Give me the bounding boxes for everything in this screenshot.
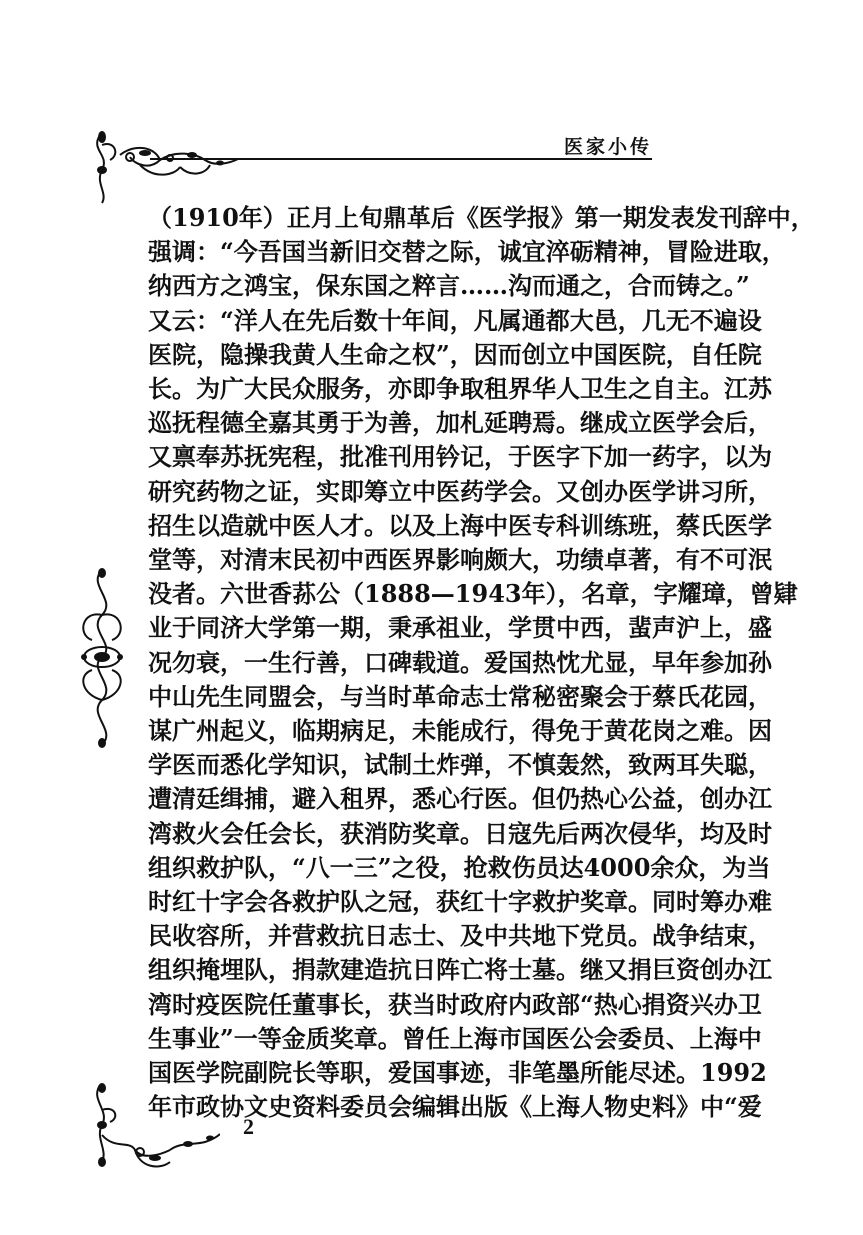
text-line: 湾时疫医院任董事长，获当时政府内政部“热心捐资兴办卫 (148, 989, 762, 1019)
text-line: 中山先生同盟会，与当时革命志士常秘密聚会于蔡氏花园， (148, 681, 772, 711)
text-line: 国医学院副院长等职，爱国事迹，非笔墨所能尽述。1992 (148, 1058, 767, 1088)
text-line: 又禀奉苏抚宪程，批准刊用钤记，于医字下加一药字，以为 (148, 442, 772, 472)
text-line: 强调：“今吾国当新旧交替之际，诚宜淬砺精神，冒险进取， (148, 237, 786, 267)
text-line: 湾救火会任会长，获消防奖章。日寇先后两次侵华，均及时 (148, 818, 772, 848)
text-line: 年市政协文史资料委员会编辑出版《上海人物史料》中“爱 (148, 1092, 762, 1122)
left-side-floral-ornament (72, 565, 132, 750)
text-line: 又云：“洋人在先后数十年间，凡属通都大邑，几无不遍设 (148, 305, 762, 335)
body-text (148, 201, 815, 1124)
text-line: 生事业”一等金质奖章。曾任上海市国医公会委员、上海中 (148, 1023, 762, 1053)
text-line: 谋广州起义，临期病足，未能成行，得免于黄花岗之难。因 (148, 716, 772, 746)
page-number: 2 (243, 1114, 254, 1139)
running-title: 医家小传 (564, 136, 653, 158)
text-line: 没者。六世香荪公（1888—1943年），名章，字耀璋，曾肄 (148, 579, 798, 609)
text-line: 长。为广大民众服务，亦即争取租界华人卫生之自主。江苏 (148, 374, 772, 404)
header-rule (150, 158, 652, 160)
text-line: 民收容所，并营救抗日志士、及中共地下党员。战争结束， (148, 921, 772, 951)
text-line: 业于同济大学第一期，秉承祖业，学贯中西，蜚声沪上，盛 (148, 613, 772, 643)
text-line: 堂等，对清末民初中西医界影响颇大，功绩卓著，有不可泯 (148, 545, 772, 575)
text-line: 纳西方之鸿宝，保东国之粹言……沟而通之，合而铸之。” (148, 271, 750, 301)
text-line: 研究药物之证，实即筹立中医药学会。又创办医学讲习所， (148, 476, 772, 506)
text-line: 况勿衰，一生行善，口碑载道。爱国热忱尤显，早年参加孙 (148, 647, 772, 677)
bottom-left-floral-ornament (80, 1080, 220, 1180)
text-line: 组织掩埋队，捐款建造抗日阵亡将士墓。继又捐巨资创办江 (148, 955, 772, 985)
text-line: 巡抚程德全嘉其勇于为善，加札延聘焉。继成立医学会后， (148, 408, 772, 438)
text-line: 招生以造就中医人才。以及上海中医专科训练班，蔡氏医学 (148, 510, 772, 540)
top-left-floral-ornament (80, 125, 240, 205)
text-line: 学医而悉化学知识，试制土炸弹，不慎轰然，致两耳失聪， (148, 750, 772, 780)
text-line: （1910年）正月上旬鼎革后《医学报》第一期发表发刊辞中， (148, 203, 815, 232)
text-line: 医院，隐操我黄人生命之权”，因而创立中国医院，自任院 (148, 339, 762, 369)
text-line: 组织救护队，“八一三”之役，抢救伤员达4000余众，为当 (148, 852, 771, 882)
text-line: 时红十字会各救护队之冠，获红十字救护奖章。同时筹办难 (148, 887, 772, 917)
text-line: 遭清廷缉捕，避入租界，悉心行医。但仍热心公益，创办江 (148, 784, 772, 814)
